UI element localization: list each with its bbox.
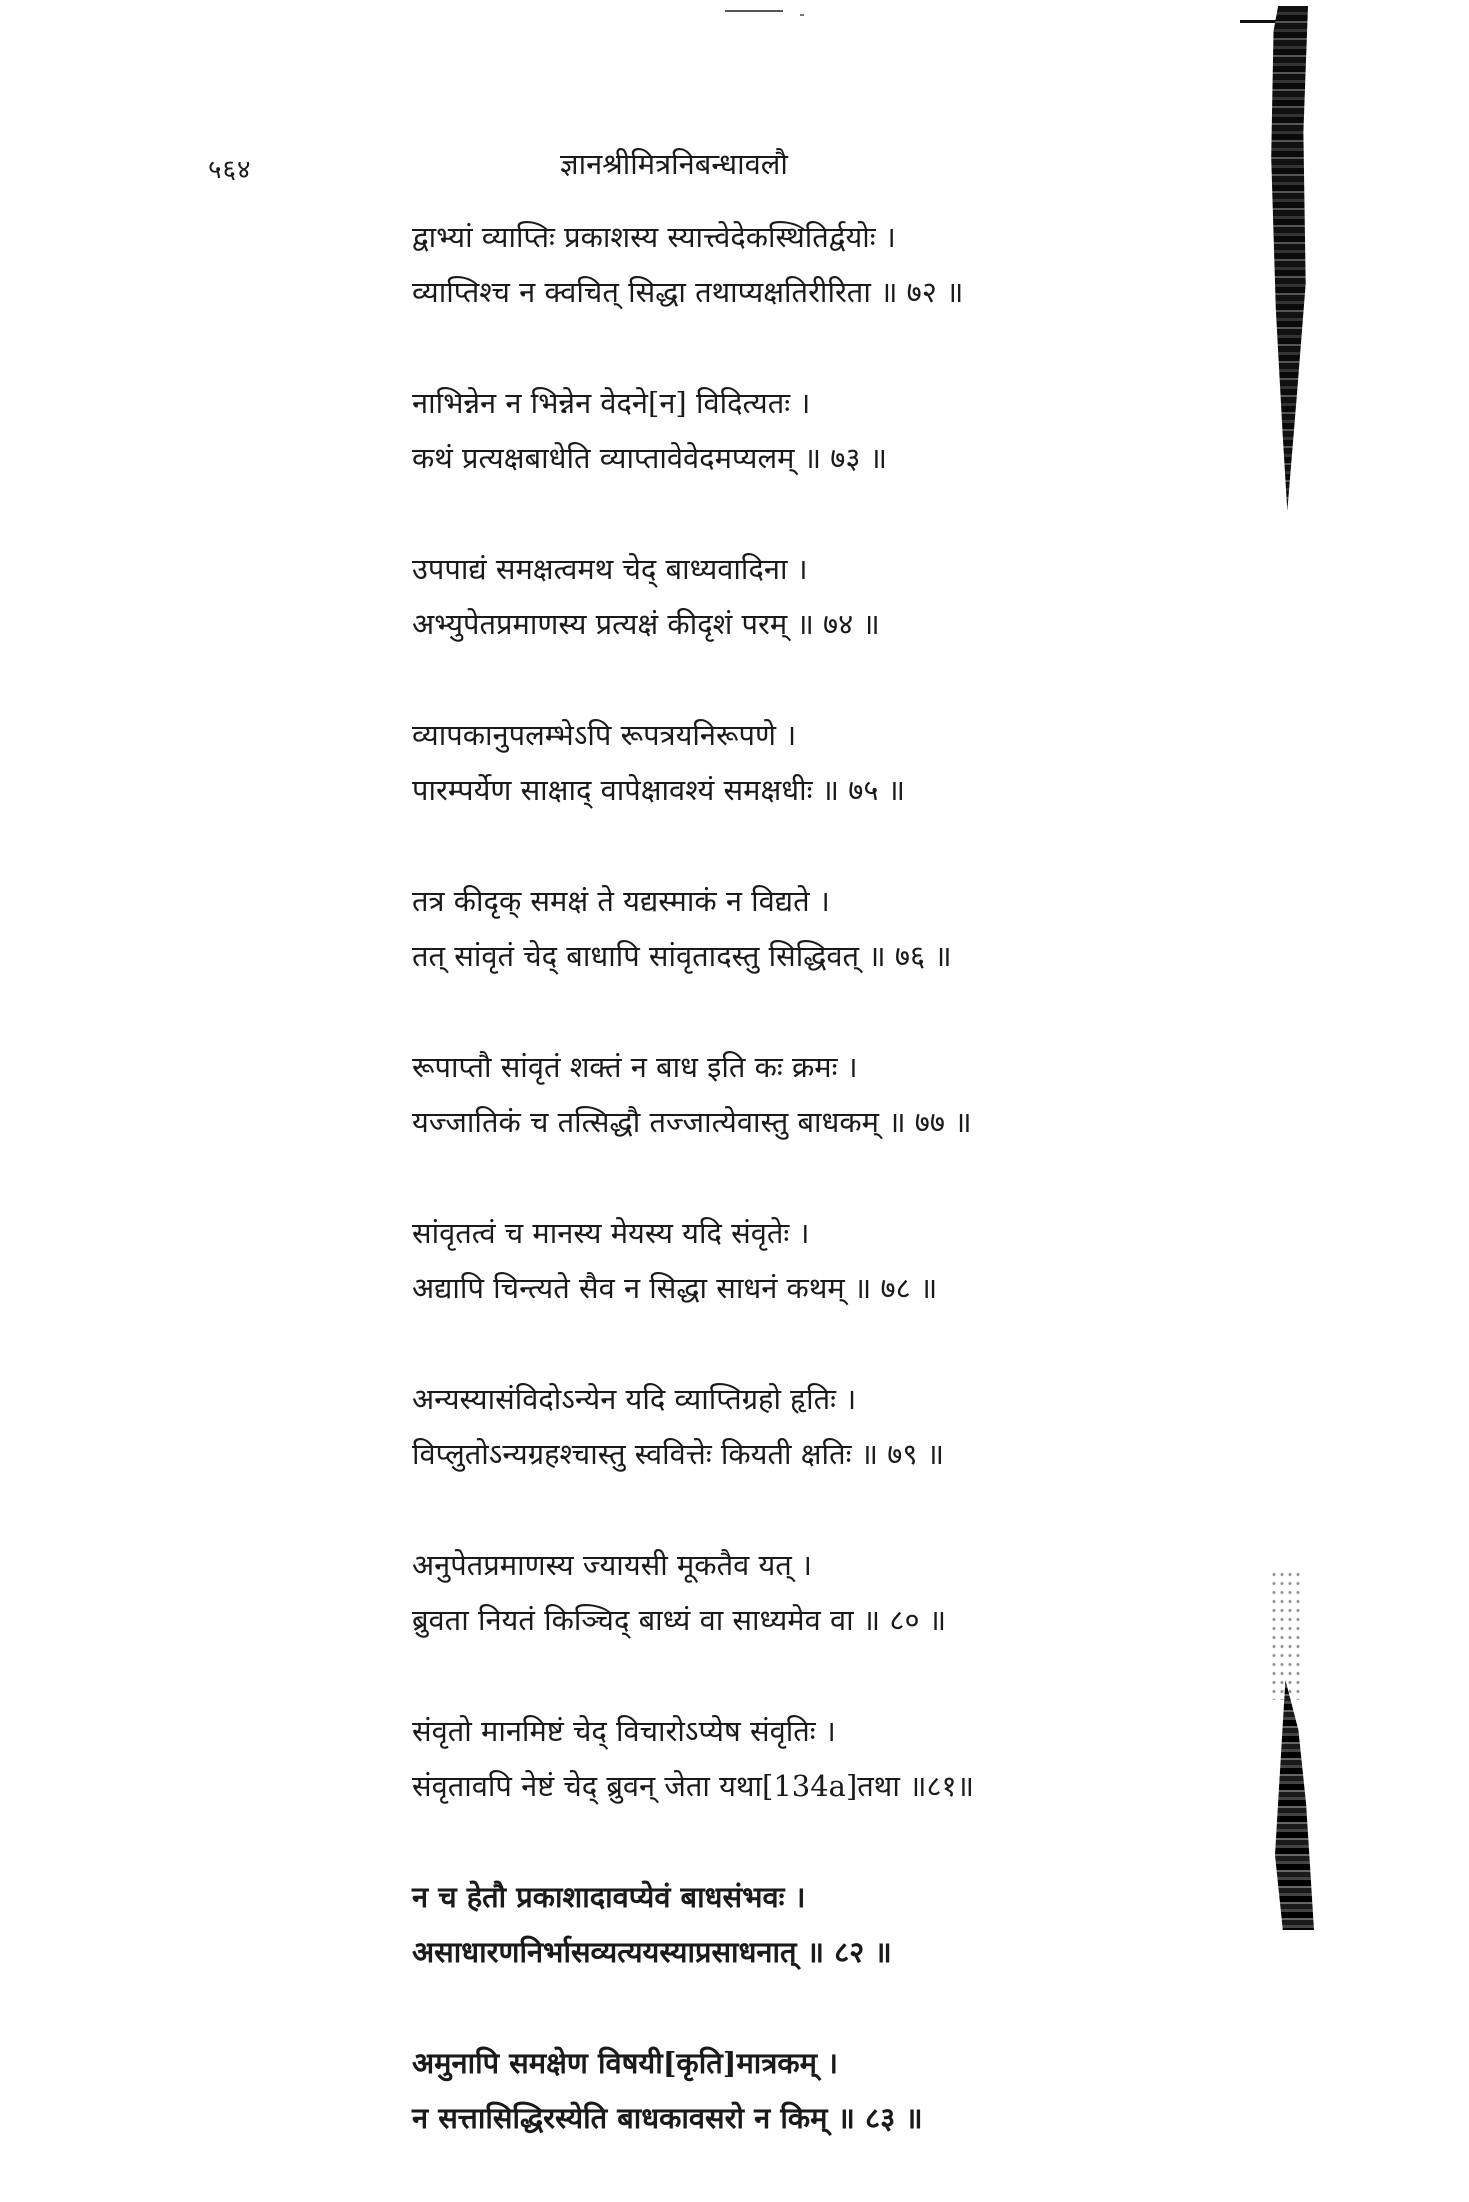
top-rule-fragment [800,14,804,16]
verse-line: ब्रुवता नियतं किञ्चिद् बाध्यं वा साध्यमेव वा ॥ ८० ॥ [412,1603,947,1637]
verse-77 [412,1040,1034,1150]
top-rule [725,10,783,12]
verse-line: व्यापकानुपलम्भेऽपि रूपत्रयनिरूपणे । [412,718,797,752]
running-head: ज्ञानश्रीमित्रनिबन्धावलौ [560,147,788,181]
scan-edge-mark [1240,0,1280,23]
verse-80 [412,1538,1034,1648]
verse-line: अन्यस्यासंविदोऽन्येन यदि व्याप्तिग्रहो हृतिः । [412,1382,857,1416]
verse-81 [412,1704,1034,1814]
verse-line: सांवृतत्वं च मानस्य मेयस्य यदि संवृतेः । [412,1216,810,1250]
verse-line: अनुपेतप्रमाणस्य ज्यायसी मूकतैव यत् । [412,1548,813,1582]
verse-83 [412,2036,1034,2146]
verse-list [412,210,1034,2202]
verse-line: पारम्पर्येण साक्षाद् वापेक्षावश्यं समक्षधीः ॥ ७५ ॥ [412,773,906,807]
verse-line: संवृतावपि नेष्टं चेद् ब्रुवन् जेता यथा[134a]तथा ॥८१॥ [412,1769,974,1803]
scan-shadow-upper [1262,6,1308,511]
verse-72 [412,210,1034,320]
verse-line: नाभिन्नेन न भिन्नेन वेदने[न] विदित्यतः । [412,386,811,420]
verse-line: यज्जातिकं च तत्सिद्धौ तज्जात्येवास्तु बाधकम् ॥ ७७ ॥ [412,1105,972,1139]
verse-line: व्याप्तिश्च न क्वचित् सिद्धा तथाप्यक्षतिरीरिता ॥ ७२ ॥ [412,275,964,309]
verse-76 [412,874,1034,984]
verse-line: द्वाभ्यां व्याप्तिः प्रकाशस्य स्यात्त्वेदेकस्थितिर्द्वयोः । [412,220,896,254]
verse-75 [412,708,1034,818]
verse-line: तत्र कीदृक् समक्षं ते यद्यस्माकं न विद्यते । [412,884,830,918]
verse-line: विप्लुतोऽन्यग्रहश्चास्तु स्ववित्तेः कियती क्षतिः ॥ ७९ ॥ [412,1437,945,1471]
verse-line: न सत्तासिद्धिरस्येति बाधकावसरो न किम् ॥ ८३ ॥ [412,2101,923,2135]
verse-line: न च हेतौ प्रकाशादावप्येवं बाधसंभवः । [412,1880,806,1914]
verse-line: रूपाप्तौ सांवृतं शक्तं न बाध इति कः क्रमः । [412,1050,858,1084]
verse-line: तत् सांवृतं चेद् बाधापि सांवृतादस्तु सिद्धिवत् ॥ ७६ ॥ [412,939,952,973]
verse-line: अद्यापि चिन्त्यते सैव न सिद्धा साधनं कथम् ॥ ७८ ॥ [412,1271,938,1305]
scan-shadow-lower [1262,1680,1314,1930]
verse-74 [412,542,1034,652]
verse-line: संवृतो मानमिष्टं चेद् विचारोऽप्येष संवृतिः । [412,1714,836,1748]
verse-line: कथं प्रत्यक्षबाधेति व्याप्तावेवेदमप्यलम् ॥ ७३ ॥ [412,441,888,475]
verse-line: असाधारणनिर्भासव्यत्ययस्याप्रसाधनात् ॥ ८२ ॥ [412,1935,892,1969]
verse-line: उपपाद्यं समक्षत्वमथ चेद् बाध्यवादिना । [412,552,808,586]
verse-73 [412,376,1034,486]
verse-line: अभ्युपेतप्रमाणस्य प्रत्यक्षं कीदृशं परम् ॥ ७४ ॥ [412,607,880,641]
scan-noise [1270,1570,1300,1700]
verse-78 [412,1206,1034,1316]
verse-82 [412,1870,1034,1980]
page-number: ५६४ [208,155,252,185]
verse-79 [412,1372,1034,1482]
verse-line: अमुनापि समक्षेण विषयी[कृति]मात्रकम् । [412,2046,839,2080]
